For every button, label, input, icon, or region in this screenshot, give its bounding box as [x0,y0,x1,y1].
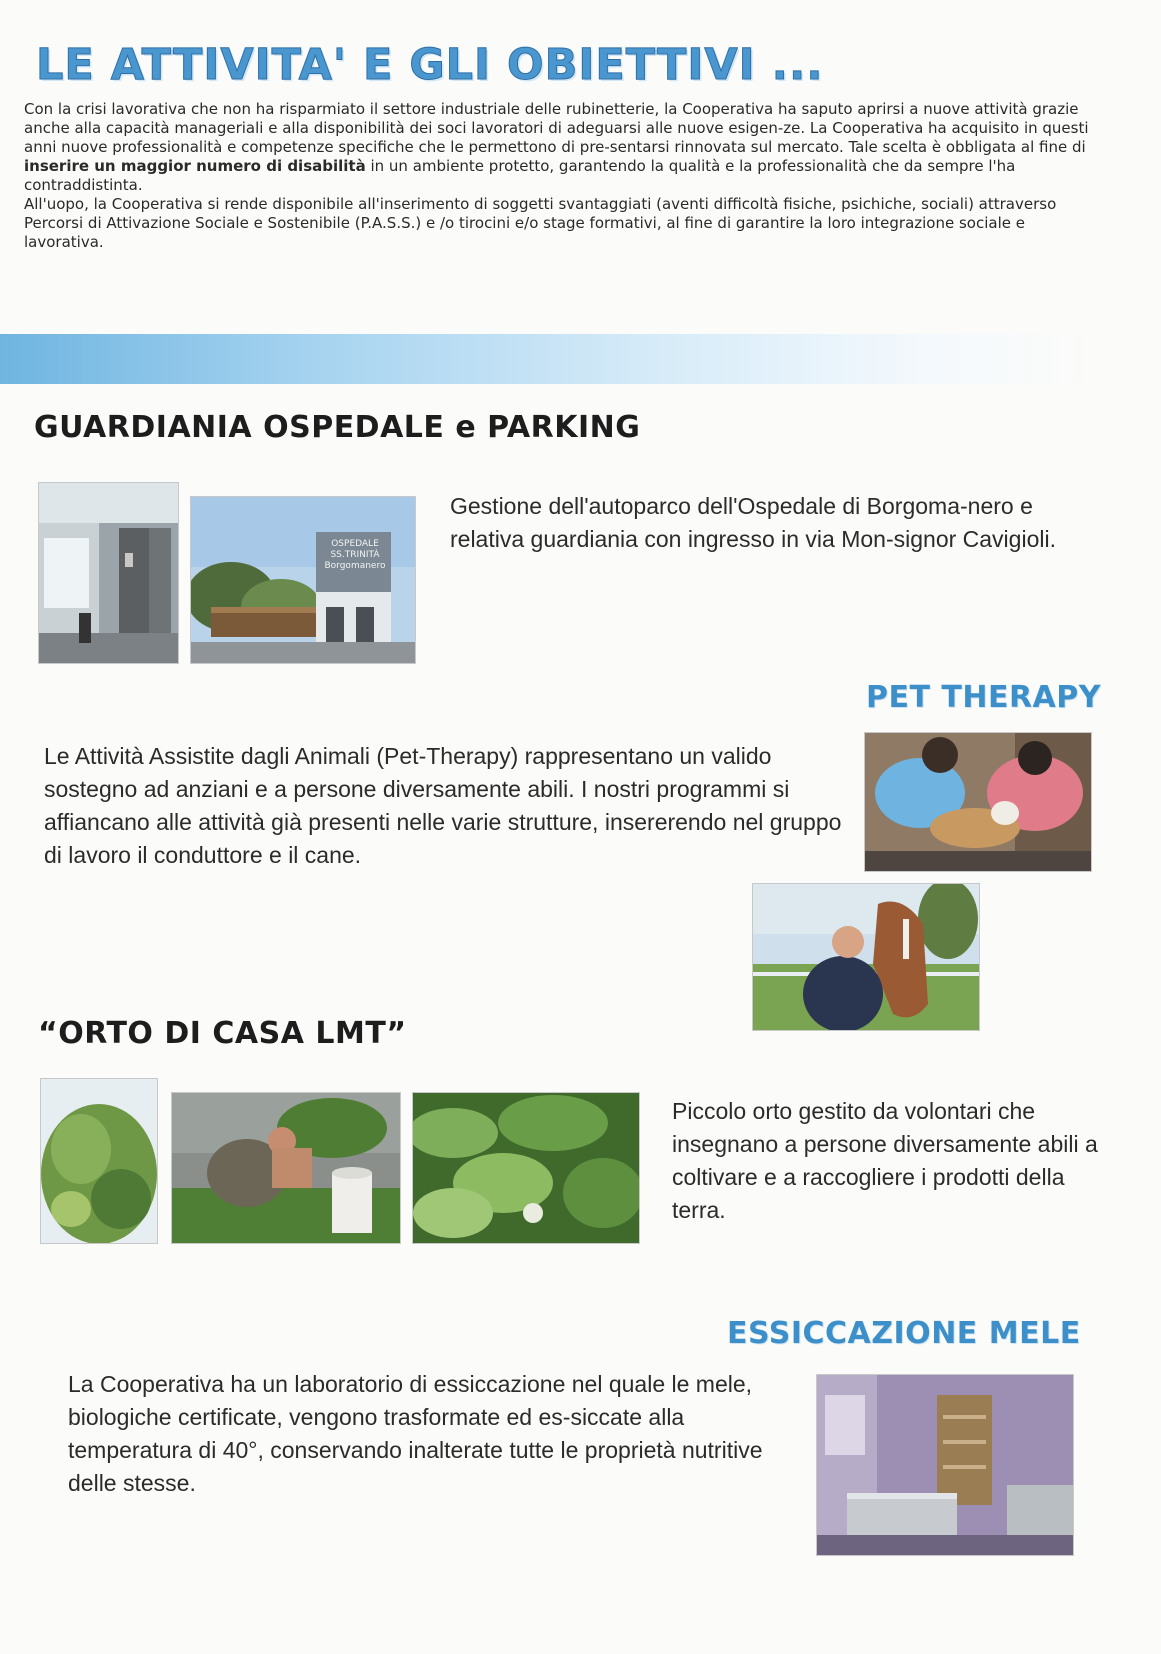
orto-photo-gardener [171,1092,401,1244]
orto-heading: “ORTO DI CASA LMT” [38,1016,407,1051]
intro-paragraph-1 [24,100,1104,195]
guardiania-photo-gate [38,482,179,664]
essiccazione-heading: ESSICCAZIONE MELE [727,1316,1081,1351]
orto-text: Piccolo orto gestito da volontari che insegnano a persone diversamente abili a coltivare e a raccogliere i prodotti della terra. [672,1098,1098,1223]
guardiania-photo-hospital-sign [190,496,416,664]
pet-therapy-photo-horse [752,883,980,1031]
guardiania-text: Gestione dell'autoparco dell'Ospedale di Borgoma-nero e relativa guardiania con ingresso in via Mon-signor Cavigioli. [450,493,1056,552]
intro-p1-part2: in un ambiente protetto, garantendo la qualità e la professionalità che da sempre l'ha contraddistinta. [24,157,1016,194]
orto-photo-tree [40,1078,158,1244]
hospital-sign-text [323,539,387,572]
pet-therapy-text: Le Attività Assistite dagli Animali (Pet-Therapy) rappresentano un valido sostegno ad anziani e a persone diversamente abili. I nostri programmi si affiancano alle attività già presenti nelle varie strutture, insererendo nel gruppo di lavoro il conduttore e il cane. [44,743,842,868]
hospital-sign-line-1: OSPEDALE [331,539,379,549]
intro-p1-bold: inserire un maggior numero di disabilità [24,157,366,175]
page-title: LE ATTIVITA' E GLI OBIETTIVI ... [36,40,824,90]
essiccazione-photo-lab [816,1374,1074,1556]
pet-therapy-heading: PET THERAPY [866,680,1101,715]
decorative-band [0,334,1090,384]
orto-photo-plants [412,1092,640,1244]
intro-text [24,100,1104,252]
intro-paragraph-2: All'uopo, la Cooperativa si rende disponibile all'inserimento di soggetti svantaggiati (aventi difficoltà fisiche, psichiche, sociali) attraverso Percorsi di Attivazione Sociale e Sostenibile (P.A.S.S.) e /o tirocini e/o stage formativi, al fine di garantire la loro integrazione sociale e lavorativa. [24,195,1057,251]
guardiania-heading: GUARDIANIA OSPEDALE e PARKING [34,410,641,445]
intro-p1-part1: Con la crisi lavorativa che non ha risparmiato il settore industriale delle rubinetterie, la Cooperativa ha saputo aprirsi a nuove attività grazie anche alla capacità manageriali e alla disponibilità dei soci lavoratori di adeguarsi alle nuove esigen-ze. La Cooperativa ha acquisito in questi anni nuove professionalità e competenze specifiche che le permettono di pre-sentarsi rinnovata sul mercato. Tale scelta è obbligata al fine di [24,100,1089,156]
essiccazione-text: La Cooperativa ha un laboratorio di essiccazione nel quale le mele, biologiche certificate, vengono trasformate ed es-siccate alla temperatura di 40°, conservando inalterate tutte le proprietà nutritive delle stesse. [68,1371,763,1496]
hospital-sign-line-2: SS.TRINITÀ [330,550,380,560]
hospital-sign-line-3: Borgomanero [324,561,386,571]
pet-therapy-photo-dog [864,732,1092,872]
